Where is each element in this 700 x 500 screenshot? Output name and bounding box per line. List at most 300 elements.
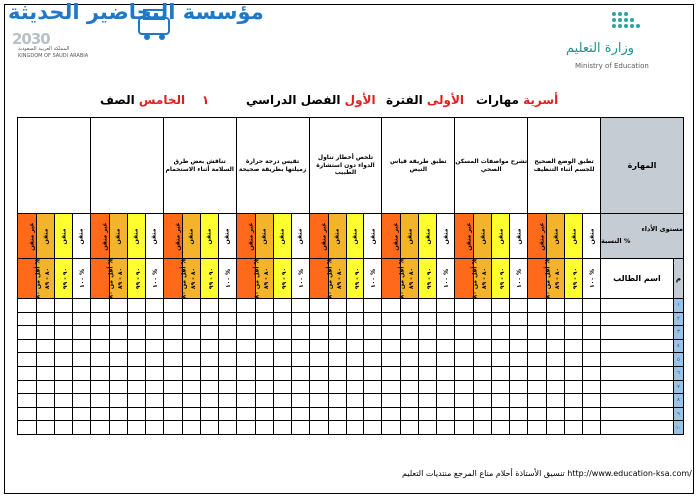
- grade-cell[interactable]: [364, 339, 382, 353]
- grade-cell[interactable]: [163, 326, 182, 340]
- grade-cell[interactable]: [109, 380, 127, 394]
- grade-cell[interactable]: [163, 407, 182, 421]
- grade-cell[interactable]: [109, 366, 127, 380]
- grade-cell[interactable]: [419, 312, 437, 326]
- grade-cell[interactable]: [54, 353, 72, 367]
- grade-cell[interactable]: [474, 299, 492, 313]
- grade-cell[interactable]: [328, 326, 346, 340]
- grade-cell[interactable]: [492, 312, 510, 326]
- grade-cell[interactable]: [328, 421, 346, 435]
- grade-cell[interactable]: [291, 339, 309, 353]
- grade-cell[interactable]: [54, 326, 72, 340]
- grade-cell[interactable]: [218, 326, 236, 340]
- grade-cell[interactable]: [309, 407, 328, 421]
- grade-cell[interactable]: [346, 380, 364, 394]
- grade-cell[interactable]: [255, 339, 273, 353]
- grade-cell[interactable]: [346, 299, 364, 313]
- grade-cell[interactable]: [510, 421, 528, 435]
- grade-cell[interactable]: [328, 366, 346, 380]
- grade-cell[interactable]: [18, 407, 37, 421]
- grade-cell[interactable]: [273, 394, 291, 408]
- grade-cell[interactable]: [419, 407, 437, 421]
- grade-cell[interactable]: [419, 339, 437, 353]
- grade-cell[interactable]: [528, 326, 547, 340]
- grade-cell[interactable]: [200, 339, 218, 353]
- grade-cell[interactable]: [309, 312, 328, 326]
- grade-cell[interactable]: [127, 339, 145, 353]
- grade-cell[interactable]: [145, 339, 163, 353]
- grade-cell[interactable]: [401, 407, 419, 421]
- grade-cell[interactable]: [54, 394, 72, 408]
- grade-cell[interactable]: [328, 339, 346, 353]
- grade-cell[interactable]: [109, 394, 127, 408]
- grade-cell[interactable]: [200, 380, 218, 394]
- grade-cell[interactable]: [18, 299, 37, 313]
- grade-cell[interactable]: [218, 407, 236, 421]
- grade-cell[interactable]: [90, 353, 109, 367]
- grade-cell[interactable]: [382, 312, 401, 326]
- grade-cell[interactable]: [218, 299, 236, 313]
- grade-cell[interactable]: [200, 299, 218, 313]
- grade-cell[interactable]: [255, 299, 273, 313]
- grade-cell[interactable]: [382, 339, 401, 353]
- grade-cell[interactable]: [182, 326, 200, 340]
- grade-cell[interactable]: [90, 380, 109, 394]
- grade-cell[interactable]: [510, 299, 528, 313]
- grade-cell[interactable]: [455, 312, 474, 326]
- grade-cell[interactable]: [163, 353, 182, 367]
- grade-cell[interactable]: [182, 421, 200, 435]
- grade-cell[interactable]: [145, 380, 163, 394]
- grade-cell[interactable]: [255, 326, 273, 340]
- grade-cell[interactable]: [236, 394, 255, 408]
- grade-cell[interactable]: [309, 326, 328, 340]
- grade-cell[interactable]: [547, 407, 565, 421]
- grade-cell[interactable]: [437, 353, 455, 367]
- grade-cell[interactable]: [273, 366, 291, 380]
- grade-cell[interactable]: [528, 407, 547, 421]
- grade-cell[interactable]: [547, 380, 565, 394]
- grade-cell[interactable]: [218, 353, 236, 367]
- grade-cell[interactable]: [346, 353, 364, 367]
- grade-cell[interactable]: [492, 380, 510, 394]
- grade-cell[interactable]: [200, 394, 218, 408]
- grade-cell[interactable]: [565, 299, 583, 313]
- grade-cell[interactable]: [419, 421, 437, 435]
- grade-cell[interactable]: [474, 421, 492, 435]
- grade-cell[interactable]: [37, 353, 55, 367]
- grade-cell[interactable]: [547, 339, 565, 353]
- grade-cell[interactable]: [145, 353, 163, 367]
- grade-cell[interactable]: [90, 299, 109, 313]
- grade-cell[interactable]: [583, 299, 601, 313]
- grade-cell[interactable]: [218, 394, 236, 408]
- grade-cell[interactable]: [37, 380, 55, 394]
- grade-cell[interactable]: [401, 312, 419, 326]
- grade-cell[interactable]: [437, 339, 455, 353]
- grade-cell[interactable]: [90, 339, 109, 353]
- grade-cell[interactable]: [364, 394, 382, 408]
- grade-cell[interactable]: [127, 299, 145, 313]
- grade-cell[interactable]: [72, 312, 90, 326]
- grade-cell[interactable]: [273, 339, 291, 353]
- grade-cell[interactable]: [236, 353, 255, 367]
- grade-cell[interactable]: [200, 366, 218, 380]
- grade-cell[interactable]: [474, 394, 492, 408]
- grade-cell[interactable]: [37, 407, 55, 421]
- grade-cell[interactable]: [255, 366, 273, 380]
- grade-cell[interactable]: [419, 366, 437, 380]
- grade-cell[interactable]: [236, 366, 255, 380]
- grade-cell[interactable]: [437, 394, 455, 408]
- grade-cell[interactable]: [565, 326, 583, 340]
- grade-cell[interactable]: [328, 380, 346, 394]
- grade-cell[interactable]: [583, 353, 601, 367]
- grade-cell[interactable]: [309, 380, 328, 394]
- grade-cell[interactable]: [37, 299, 55, 313]
- grade-cell[interactable]: [565, 353, 583, 367]
- grade-cell[interactable]: [54, 366, 72, 380]
- grade-cell[interactable]: [547, 326, 565, 340]
- grade-cell[interactable]: [437, 421, 455, 435]
- grade-cell[interactable]: [547, 312, 565, 326]
- grade-cell[interactable]: [382, 366, 401, 380]
- grade-cell[interactable]: [236, 326, 255, 340]
- grade-cell[interactable]: [364, 407, 382, 421]
- grade-cell[interactable]: [565, 312, 583, 326]
- grade-cell[interactable]: [346, 326, 364, 340]
- grade-cell[interactable]: [54, 380, 72, 394]
- grade-cell[interactable]: [18, 353, 37, 367]
- grade-cell[interactable]: [528, 366, 547, 380]
- grade-cell[interactable]: [437, 407, 455, 421]
- grade-cell[interactable]: [37, 421, 55, 435]
- grade-cell[interactable]: [346, 312, 364, 326]
- grade-cell[interactable]: [145, 407, 163, 421]
- student-name-cell[interactable]: [601, 407, 674, 421]
- grade-cell[interactable]: [565, 407, 583, 421]
- grade-cell[interactable]: [218, 366, 236, 380]
- grade-cell[interactable]: [437, 366, 455, 380]
- grade-cell[interactable]: [346, 394, 364, 408]
- grade-cell[interactable]: [127, 353, 145, 367]
- grade-cell[interactable]: [236, 339, 255, 353]
- grade-cell[interactable]: [583, 326, 601, 340]
- grade-cell[interactable]: [37, 339, 55, 353]
- grade-cell[interactable]: [90, 366, 109, 380]
- grade-cell[interactable]: [528, 353, 547, 367]
- grade-cell[interactable]: [37, 312, 55, 326]
- grade-cell[interactable]: [200, 407, 218, 421]
- grade-cell[interactable]: [72, 380, 90, 394]
- grade-cell[interactable]: [18, 380, 37, 394]
- grade-cell[interactable]: [419, 394, 437, 408]
- grade-cell[interactable]: [309, 394, 328, 408]
- grade-cell[interactable]: [72, 366, 90, 380]
- grade-cell[interactable]: [328, 312, 346, 326]
- grade-cell[interactable]: [182, 407, 200, 421]
- grade-cell[interactable]: [200, 312, 218, 326]
- grade-cell[interactable]: [182, 339, 200, 353]
- grade-cell[interactable]: [309, 299, 328, 313]
- grade-cell[interactable]: [163, 394, 182, 408]
- grade-cell[interactable]: [255, 394, 273, 408]
- grade-cell[interactable]: [200, 326, 218, 340]
- grade-cell[interactable]: [273, 421, 291, 435]
- grade-cell[interactable]: [127, 326, 145, 340]
- grade-cell[interactable]: [492, 339, 510, 353]
- grade-cell[interactable]: [528, 339, 547, 353]
- grade-cell[interactable]: [547, 353, 565, 367]
- grade-cell[interactable]: [364, 380, 382, 394]
- grade-cell[interactable]: [145, 366, 163, 380]
- grade-cell[interactable]: [510, 312, 528, 326]
- grade-cell[interactable]: [437, 380, 455, 394]
- grade-cell[interactable]: [145, 312, 163, 326]
- grade-cell[interactable]: [565, 421, 583, 435]
- grade-cell[interactable]: [565, 380, 583, 394]
- grade-cell[interactable]: [455, 326, 474, 340]
- grade-cell[interactable]: [273, 299, 291, 313]
- grade-cell[interactable]: [218, 380, 236, 394]
- grade-cell[interactable]: [510, 407, 528, 421]
- grade-cell[interactable]: [145, 394, 163, 408]
- grade-cell[interactable]: [255, 312, 273, 326]
- grade-cell[interactable]: [364, 421, 382, 435]
- grade-cell[interactable]: [510, 326, 528, 340]
- grade-cell[interactable]: [291, 366, 309, 380]
- grade-cell[interactable]: [547, 394, 565, 408]
- grade-cell[interactable]: [18, 421, 37, 435]
- grade-cell[interactable]: [437, 312, 455, 326]
- grade-cell[interactable]: [18, 326, 37, 340]
- grade-cell[interactable]: [273, 326, 291, 340]
- grade-cell[interactable]: [309, 366, 328, 380]
- grade-cell[interactable]: [291, 326, 309, 340]
- grade-cell[interactable]: [309, 339, 328, 353]
- grade-cell[interactable]: [565, 394, 583, 408]
- grade-cell[interactable]: [182, 366, 200, 380]
- grade-cell[interactable]: [364, 366, 382, 380]
- grade-cell[interactable]: [291, 407, 309, 421]
- grade-cell[interactable]: [18, 339, 37, 353]
- grade-cell[interactable]: [437, 299, 455, 313]
- student-name-cell[interactable]: [601, 299, 674, 313]
- grade-cell[interactable]: [255, 380, 273, 394]
- grade-cell[interactable]: [346, 421, 364, 435]
- grade-cell[interactable]: [492, 326, 510, 340]
- grade-cell[interactable]: [583, 312, 601, 326]
- grade-cell[interactable]: [72, 299, 90, 313]
- grade-cell[interactable]: [37, 366, 55, 380]
- grade-cell[interactable]: [273, 380, 291, 394]
- grade-cell[interactable]: [200, 421, 218, 435]
- grade-cell[interactable]: [401, 326, 419, 340]
- grade-cell[interactable]: [109, 421, 127, 435]
- student-name-cell[interactable]: [601, 421, 674, 435]
- student-name-cell[interactable]: [601, 380, 674, 394]
- grade-cell[interactable]: [401, 299, 419, 313]
- grade-cell[interactable]: [309, 353, 328, 367]
- grade-cell[interactable]: [583, 394, 601, 408]
- student-name-cell[interactable]: [601, 353, 674, 367]
- student-name-cell[interactable]: [601, 394, 674, 408]
- grade-cell[interactable]: [218, 421, 236, 435]
- grade-cell[interactable]: [109, 312, 127, 326]
- grade-cell[interactable]: [72, 394, 90, 408]
- grade-cell[interactable]: [54, 407, 72, 421]
- grade-cell[interactable]: [492, 353, 510, 367]
- grade-cell[interactable]: [492, 366, 510, 380]
- grade-cell[interactable]: [510, 366, 528, 380]
- grade-cell[interactable]: [54, 299, 72, 313]
- grade-cell[interactable]: [364, 299, 382, 313]
- grade-cell[interactable]: [474, 380, 492, 394]
- grade-cell[interactable]: [218, 312, 236, 326]
- student-name-cell[interactable]: [601, 312, 674, 326]
- grade-cell[interactable]: [455, 353, 474, 367]
- grade-cell[interactable]: [236, 380, 255, 394]
- grade-cell[interactable]: [528, 380, 547, 394]
- grade-cell[interactable]: [182, 380, 200, 394]
- grade-cell[interactable]: [474, 407, 492, 421]
- grade-cell[interactable]: [182, 312, 200, 326]
- grade-cell[interactable]: [163, 299, 182, 313]
- grade-cell[interactable]: [90, 326, 109, 340]
- grade-cell[interactable]: [328, 394, 346, 408]
- grade-cell[interactable]: [510, 380, 528, 394]
- grade-cell[interactable]: [18, 366, 37, 380]
- grade-cell[interactable]: [565, 366, 583, 380]
- grade-cell[interactable]: [474, 353, 492, 367]
- grade-cell[interactable]: [163, 339, 182, 353]
- grade-cell[interactable]: [583, 421, 601, 435]
- grade-cell[interactable]: [218, 339, 236, 353]
- grade-cell[interactable]: [255, 407, 273, 421]
- grade-cell[interactable]: [455, 380, 474, 394]
- grade-cell[interactable]: [255, 421, 273, 435]
- grade-cell[interactable]: [109, 299, 127, 313]
- grade-cell[interactable]: [145, 326, 163, 340]
- grade-cell[interactable]: [109, 353, 127, 367]
- grade-cell[interactable]: [583, 380, 601, 394]
- grade-cell[interactable]: [291, 421, 309, 435]
- grade-cell[interactable]: [437, 326, 455, 340]
- grade-cell[interactable]: [291, 353, 309, 367]
- grade-cell[interactable]: [273, 353, 291, 367]
- grade-cell[interactable]: [492, 421, 510, 435]
- grade-cell[interactable]: [583, 366, 601, 380]
- grade-cell[interactable]: [455, 339, 474, 353]
- grade-cell[interactable]: [419, 299, 437, 313]
- grade-cell[interactable]: [145, 299, 163, 313]
- grade-cell[interactable]: [547, 366, 565, 380]
- student-name-cell[interactable]: [601, 366, 674, 380]
- grade-cell[interactable]: [364, 312, 382, 326]
- grade-cell[interactable]: [72, 326, 90, 340]
- grade-cell[interactable]: [328, 407, 346, 421]
- grade-cell[interactable]: [528, 299, 547, 313]
- grade-cell[interactable]: [328, 299, 346, 313]
- grade-cell[interactable]: [419, 326, 437, 340]
- grade-cell[interactable]: [346, 339, 364, 353]
- grade-cell[interactable]: [547, 299, 565, 313]
- grade-cell[interactable]: [200, 353, 218, 367]
- grade-cell[interactable]: [163, 312, 182, 326]
- grade-cell[interactable]: [127, 407, 145, 421]
- grade-cell[interactable]: [382, 299, 401, 313]
- grade-cell[interactable]: [401, 339, 419, 353]
- grade-cell[interactable]: [72, 339, 90, 353]
- grade-cell[interactable]: [90, 421, 109, 435]
- grade-cell[interactable]: [492, 394, 510, 408]
- grade-cell[interactable]: [510, 394, 528, 408]
- grade-cell[interactable]: [291, 299, 309, 313]
- grade-cell[interactable]: [419, 380, 437, 394]
- grade-cell[interactable]: [236, 312, 255, 326]
- grade-cell[interactable]: [401, 366, 419, 380]
- grade-cell[interactable]: [401, 394, 419, 408]
- grade-cell[interactable]: [346, 366, 364, 380]
- grade-cell[interactable]: [547, 421, 565, 435]
- grade-cell[interactable]: [382, 407, 401, 421]
- grade-cell[interactable]: [255, 353, 273, 367]
- grade-cell[interactable]: [127, 312, 145, 326]
- grade-cell[interactable]: [401, 353, 419, 367]
- grade-cell[interactable]: [72, 407, 90, 421]
- grade-cell[interactable]: [364, 353, 382, 367]
- grade-cell[interactable]: [163, 421, 182, 435]
- grade-cell[interactable]: [510, 353, 528, 367]
- grade-cell[interactable]: [309, 421, 328, 435]
- grade-cell[interactable]: [109, 326, 127, 340]
- grade-cell[interactable]: [163, 380, 182, 394]
- grade-cell[interactable]: [109, 407, 127, 421]
- grade-cell[interactable]: [127, 380, 145, 394]
- grade-cell[interactable]: [455, 421, 474, 435]
- grade-cell[interactable]: [37, 394, 55, 408]
- grade-cell[interactable]: [455, 299, 474, 313]
- grade-cell[interactable]: [72, 353, 90, 367]
- student-name-cell[interactable]: [601, 339, 674, 353]
- grade-cell[interactable]: [127, 421, 145, 435]
- grade-cell[interactable]: [182, 353, 200, 367]
- grade-cell[interactable]: [455, 366, 474, 380]
- grade-cell[interactable]: [419, 353, 437, 367]
- grade-cell[interactable]: [236, 407, 255, 421]
- grade-cell[interactable]: [528, 394, 547, 408]
- grade-cell[interactable]: [18, 394, 37, 408]
- grade-cell[interactable]: [382, 380, 401, 394]
- grade-cell[interactable]: [291, 312, 309, 326]
- grade-cell[interactable]: [382, 394, 401, 408]
- grade-cell[interactable]: [492, 299, 510, 313]
- grade-cell[interactable]: [346, 407, 364, 421]
- grade-cell[interactable]: [90, 407, 109, 421]
- grade-cell[interactable]: [54, 312, 72, 326]
- grade-cell[interactable]: [291, 380, 309, 394]
- grade-cell[interactable]: [455, 394, 474, 408]
- grade-cell[interactable]: [273, 312, 291, 326]
- grade-cell[interactable]: [54, 421, 72, 435]
- grade-cell[interactable]: [109, 339, 127, 353]
- grade-cell[interactable]: [273, 407, 291, 421]
- grade-cell[interactable]: [492, 407, 510, 421]
- grade-cell[interactable]: [510, 339, 528, 353]
- grade-cell[interactable]: [163, 366, 182, 380]
- grade-cell[interactable]: [145, 421, 163, 435]
- student-name-cell[interactable]: [601, 326, 674, 340]
